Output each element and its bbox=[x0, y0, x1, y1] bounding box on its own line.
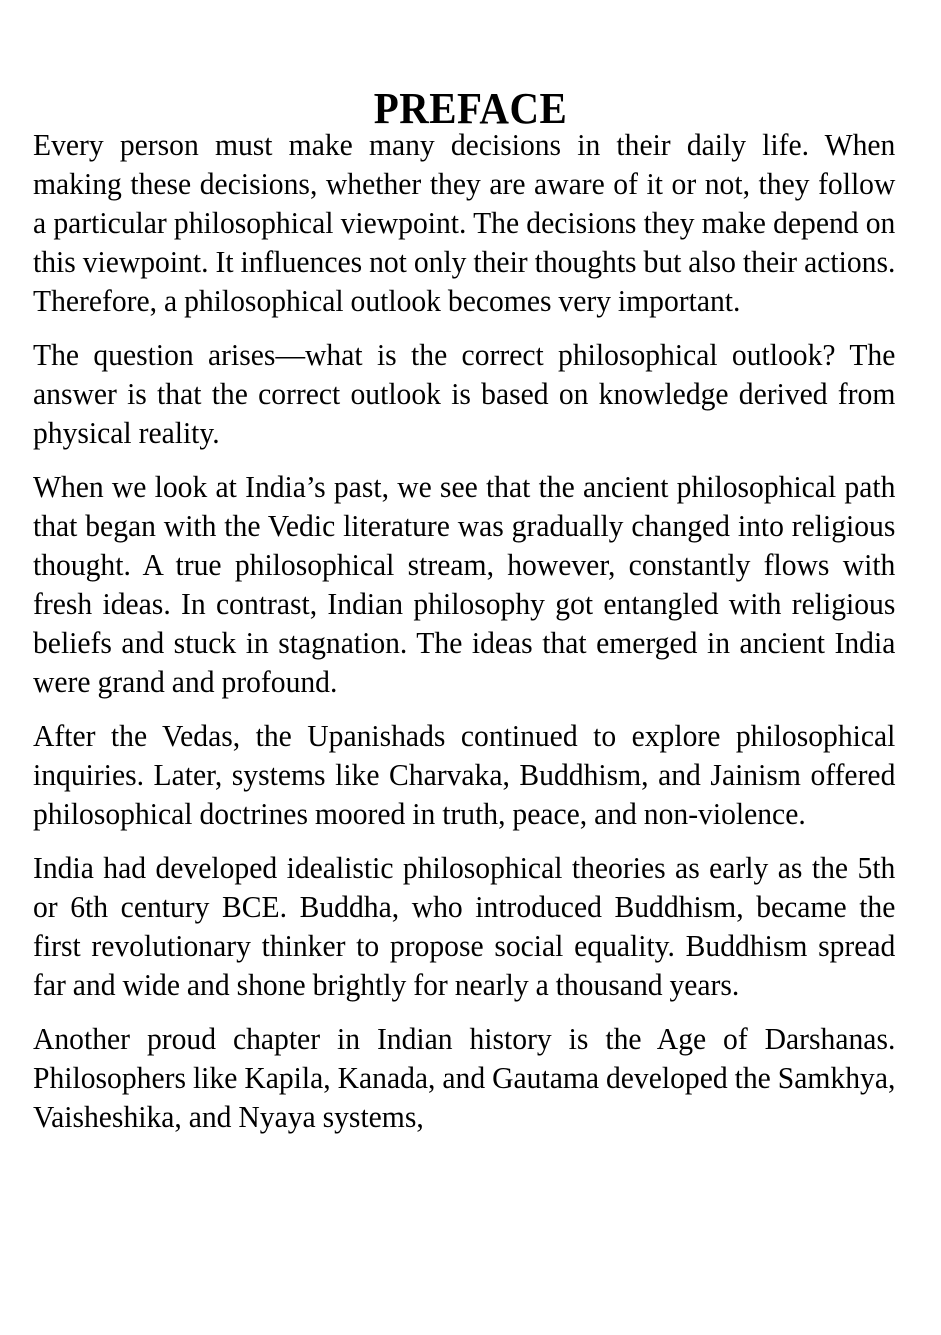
paragraph-4: After the Vedas, the Upanishads continued to explore philosophical inquiries. Later, systems like Charvaka, Buddhism, and Jainism offered philosophical doctrines moored in truth, peace, and non-violence. bbox=[33, 718, 896, 831]
paragraph-6: Another proud chapter in Indian history is the Age of Darshanas. Philosophers like Kapila, Kanada, and Gautama developed the Samkhya, Vaisheshika, and Nyaya systems, bbox=[33, 1021, 896, 1134]
paragraph-5: India had developed idealistic philosophical theories as early as the 5th or 6th century BCE. Buddha, who introduced Buddhism, became the first revolutionary thinker to propose social equality. Buddhism spread far and wide and shone brightly for nearly a thousand years. bbox=[33, 850, 896, 1002]
page-title: PREFACE bbox=[373, 84, 568, 134]
paragraph-1: Every person must make many decisions in their daily life. When making these decisions, whether they are aware of it or not, they follow a particular philosophical viewpoint. The decisions they make depend on this viewpoint. It influences not only their thoughts but also their actions. Therefore, a philosophical outlook becomes very important. bbox=[33, 127, 896, 318]
body-text-column bbox=[33, 125, 895, 1136]
paragraph-2: The question arises—what is the correct philosophical outlook? The answer is that the correct outlook is based on knowledge derived from physical reality. bbox=[33, 337, 896, 450]
paragraph-3: When we look at India’s past, we see that the ancient philosophical path that began with the Vedic literature was gradually changed into religious thought. A true philosophical stream, however, constantly flows with fresh ideas. In contrast, Indian philosophy got entangled with religious beliefs and stuck in stagnation. The ideas that emerged in ancient India were grand and profound. bbox=[33, 469, 896, 699]
